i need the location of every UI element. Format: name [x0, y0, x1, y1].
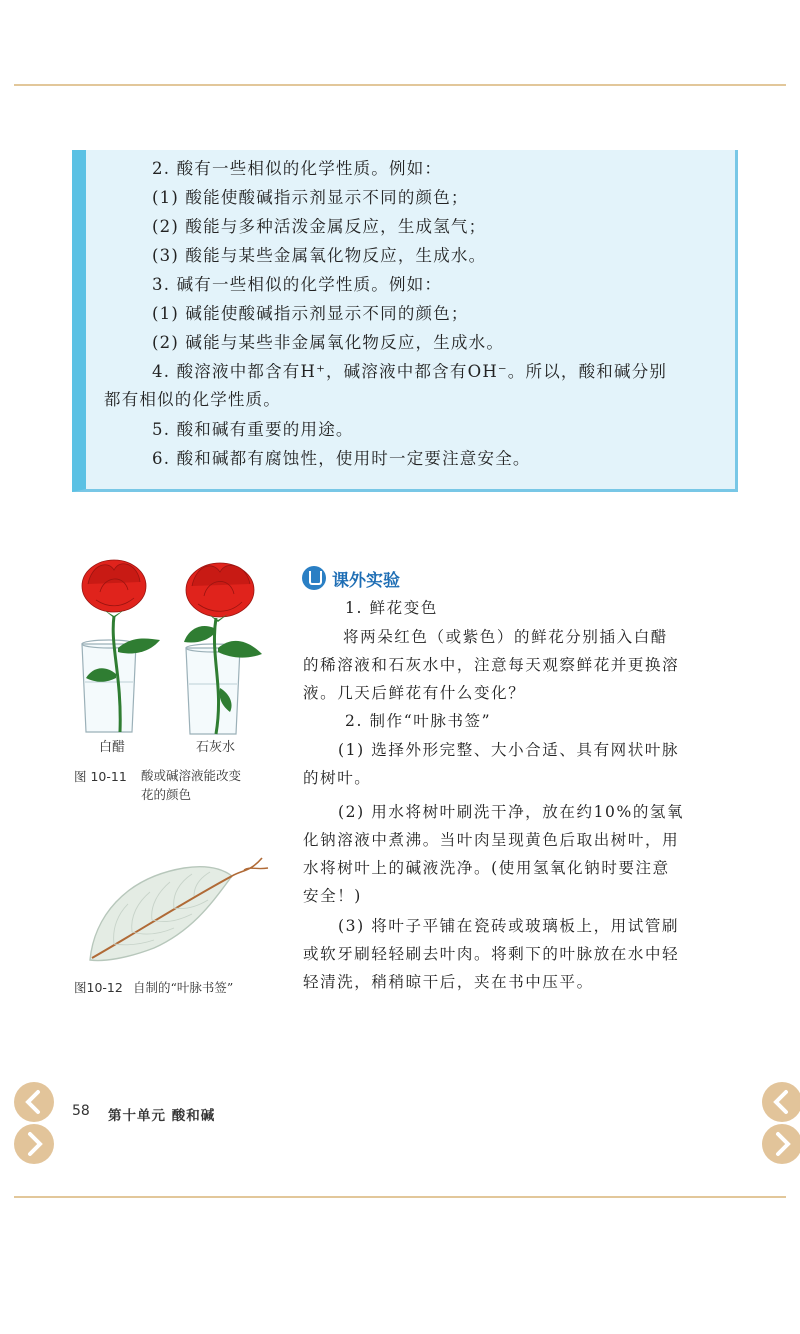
summary-line: 2. 酸有一些相似的化学性质。例如：: [152, 159, 443, 178]
figure-number: 图 10-11: [74, 769, 127, 784]
limewater-label: 石灰水: [196, 740, 236, 755]
experiment-text: 将两朵红色（或紫色）的鲜花分别插入白醋: [343, 628, 668, 646]
experiment-text: (2) 用水将树叶刷洗干净，放在约10%的氢氧: [338, 803, 685, 821]
next-page-button[interactable]: [14, 1124, 54, 1164]
experiment-text: 轻清洗，稍稍晾干后，夹在书中压平。: [303, 973, 594, 991]
prev-page-button[interactable]: [762, 1082, 800, 1122]
figure-caption: 花的颜色: [141, 787, 192, 802]
experiment-subheading: 1. 鲜花变色: [345, 599, 438, 617]
experiment-text: 水将树叶上的碱液洗净。(使用氢氧化钠时要注意: [303, 859, 670, 877]
leaf-bookmark-illustration: [84, 848, 274, 968]
next-page-button[interactable]: [762, 1124, 800, 1164]
experiment-text: 液。几天后鲜花有什么变化？: [303, 684, 526, 702]
summary-box: [72, 150, 738, 492]
summary-line: (1) 酸能使酸碱指示剂显示不同的颜色；: [152, 188, 469, 207]
experiment-text: 或软牙刷轻轻刷去叶肉。将剩下的叶脉放在水中轻: [303, 945, 680, 963]
summary-line: 都有相似的化学性质。: [104, 390, 281, 409]
page-number: 58: [72, 1103, 90, 1119]
page-nav-left: [12, 1080, 56, 1166]
summary-line: (3) 酸能与某些金属氧化物反应，生成水。: [152, 246, 487, 265]
experiment-subheading: 2. 制作“叶脉书签”: [345, 712, 492, 730]
experiment-heading: 课外实验: [302, 566, 400, 590]
experiment-text: (1) 选择外形完整、大小合适、具有网状叶脉: [338, 741, 680, 759]
experiment-text: 化钠溶液中煮沸。当叶肉呈现黄色后取出树叶，用: [303, 831, 680, 849]
summary-line: 3. 碱有一些相似的化学性质。例如：: [152, 275, 443, 294]
prev-page-button[interactable]: [14, 1082, 54, 1122]
summary-line: (2) 酸能与多种活泼金属反应，生成氢气；: [152, 217, 487, 236]
summary-line: 6. 酸和碱都有腐蚀性，使用时一定要注意安全。: [152, 449, 531, 468]
summary-line: (1) 碱能使酸碱指示剂显示不同的颜色；: [152, 304, 469, 323]
figure-caption: 酸或碱溶液能改变: [141, 768, 242, 783]
top-divider: [14, 84, 786, 86]
figure-number: 图10-12: [74, 980, 123, 995]
page-nav-right: [758, 1080, 800, 1166]
experiment-text: (3) 将叶子平铺在瓷砖或玻璃板上，用试管刷: [338, 917, 680, 935]
summary-line: (2) 碱能与某些非金属氧化物反应，生成水。: [152, 333, 505, 352]
roses-illustration: [74, 556, 274, 740]
beaker-icon: [302, 566, 326, 590]
unit-title: 第十单元 酸和碱: [108, 1108, 216, 1124]
bottom-divider: [14, 1196, 786, 1198]
summary-line: 4. 酸溶液中都含有H⁺，碱溶液中都含有OH⁻。所以，酸和碱分别: [152, 362, 668, 381]
figure-caption: 自制的“叶脉书签”: [133, 980, 234, 995]
vinegar-label: 白醋: [99, 740, 126, 755]
experiment-text: 安全！): [303, 887, 362, 905]
summary-line: 5. 酸和碱有重要的用途。: [152, 420, 354, 439]
experiment-text: 的稀溶液和石灰水中，注意每天观察鲜花并更换溶: [303, 656, 680, 674]
experiment-text: 的树叶。: [303, 769, 372, 787]
